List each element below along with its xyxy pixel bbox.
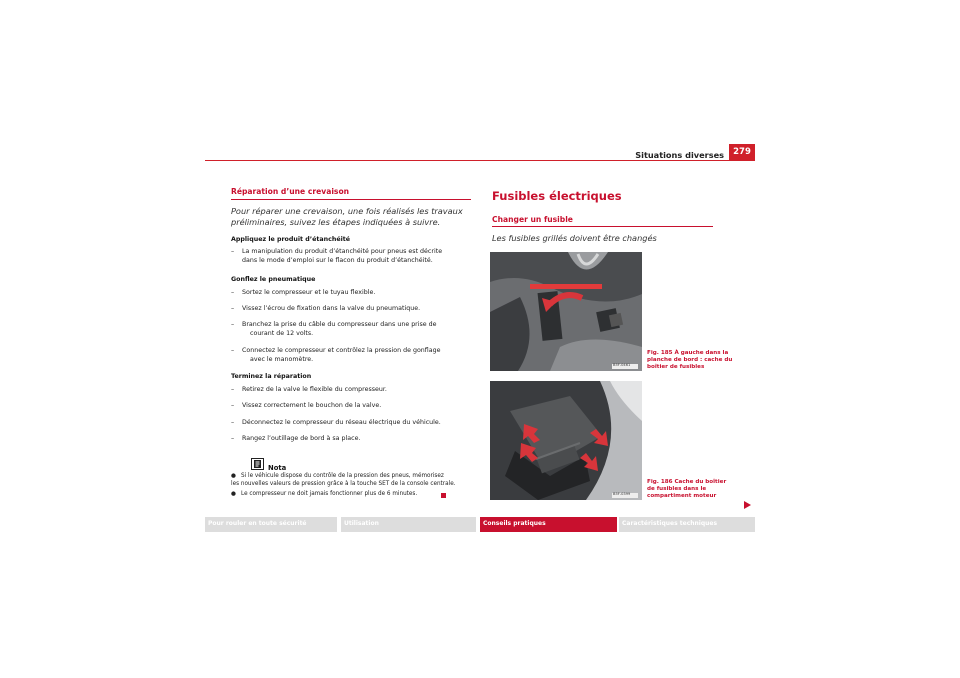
figure-186-caption: Fig. 186 Cache du boîtier de fusibles dans le compartiment moteur [647, 479, 727, 499]
footer-tab-practical-tips[interactable]: Conseils pratiques [480, 517, 617, 532]
change-fuse-subtitle: Changer un fusible [492, 215, 573, 224]
footer-tab-specifications[interactable]: Caractéristiques techniques [619, 517, 755, 532]
header-rule [205, 160, 732, 161]
note-item: ● Le compresseur ne doit jamais fonctionner plus de 6 minutes. [231, 491, 481, 500]
heading-inflate: Gonflez le pneumatique [231, 276, 316, 283]
footer-tab-usage[interactable]: Utilisation [341, 517, 476, 532]
list-item: – La manipulation du produit d’étanchéité pour pneus est décrite dans le mode d’emploi sur le flacon du produit d’étanchéité. [231, 248, 443, 264]
list-item: – Retirez de la valve le flexible du compresseur. [231, 386, 387, 393]
footer-tab-safety[interactable]: Pour rouler en toute sécurité [205, 517, 337, 532]
bullet-icon: ● [231, 491, 236, 497]
figure-code: B5F-0399 [613, 492, 631, 496]
end-mark-icon [441, 493, 446, 498]
list-item: – Rangez l’outillage de bord à sa place. [231, 435, 361, 442]
list-item: – Sortez le compresseur et le tuyau flexible. [231, 289, 376, 296]
bullet-icon: ● [231, 473, 236, 479]
list-item: – Vissez l’écrou de fixation dans la valve du pneumatique. [231, 305, 421, 312]
header-title: Situations diverses [635, 150, 724, 160]
heading-finish: Terminez la réparation [231, 373, 312, 380]
page-number: 279 [729, 144, 755, 161]
figure-185-caption: Fig. 185 À gauche dans la planche de bord : cache du boîtier de fusibles [647, 350, 733, 370]
list-item: – Connectez le compresseur et contrôlez la pression de gonflage avec le manomètre. [231, 347, 441, 363]
note-icon [251, 455, 264, 467]
heading-apply-sealant: Appliquez le produit d’étanchéité [231, 236, 351, 243]
next-page-icon[interactable] [743, 494, 751, 502]
list-item: – Déconnectez le compresseur du réseau électrique du véhicule. [231, 419, 441, 426]
note-label: Nota [268, 464, 287, 472]
list-item: – Branchez la prise du câble du compresseur dans une prise de courant de 12 volts. [231, 321, 437, 337]
left-section-title: Réparation d’une crevaison [231, 187, 350, 196]
right-section-rule [492, 226, 713, 227]
figure-186-image [490, 381, 642, 500]
figure-code: B5F-0461 [613, 363, 631, 367]
list-item: – Vissez correctement le bouchon de la valve. [231, 402, 382, 409]
fuses-title: Fusibles électriques [492, 189, 622, 203]
left-intro-1: Pour réparer une crevaison, une fois réalisés les travaux [231, 206, 463, 216]
right-intro: Les fusibles grillés doivent être changés [492, 233, 657, 243]
left-intro-2: préliminaires, suivez les étapes indiquées à suivre. [231, 217, 441, 227]
figure-185-image [490, 252, 642, 371]
left-section-rule [231, 199, 471, 200]
